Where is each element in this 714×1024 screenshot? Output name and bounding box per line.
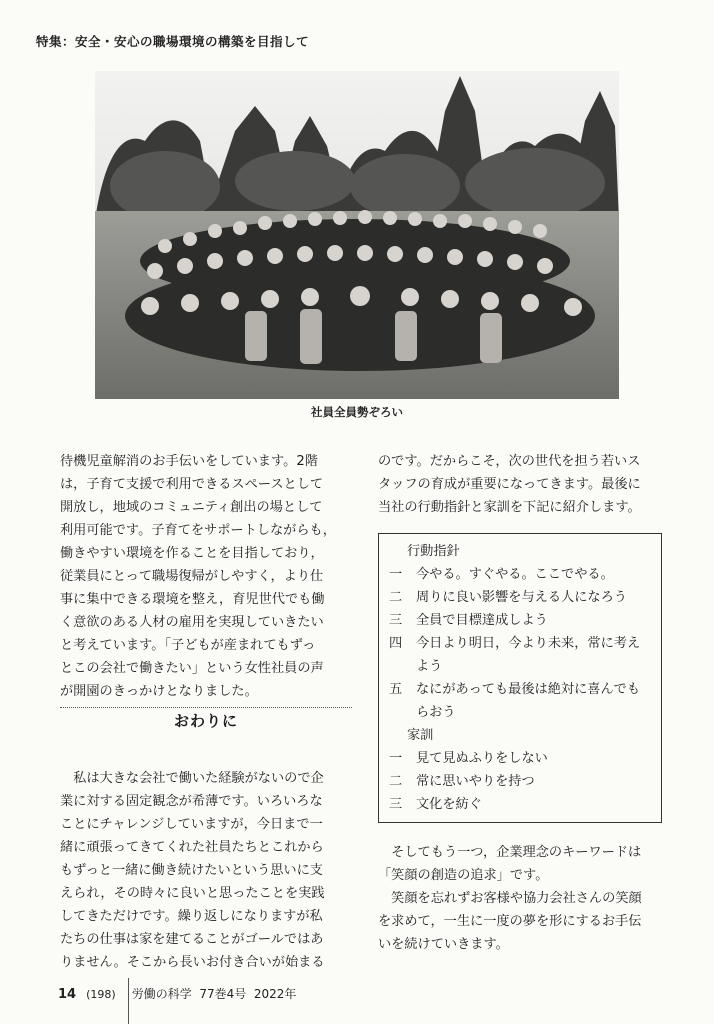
text-line: ことにチャレンジしていますが，今日まで一 — [60, 817, 323, 832]
text-line: く意欲のある人材の雇用を実現していきたい — [60, 615, 324, 630]
journal-volume: 77巻4号 — [199, 987, 247, 1001]
item-number: 四 — [389, 636, 403, 651]
item-number: 一 — [389, 751, 403, 766]
item-text: なにがあっても最後は絶対に喜んでもらおう — [416, 682, 641, 720]
journal-year: 2022年 — [253, 987, 297, 1001]
kakun-item — [389, 747, 653, 770]
journal-name: 労働の科学 — [131, 987, 192, 1001]
item-text: 見て見ぬふりをしない — [416, 751, 548, 766]
guidelines-title: 行動指針 — [407, 544, 460, 559]
item-number: 一 — [389, 567, 403, 582]
paragraph-philosophy — [378, 841, 666, 956]
text-line: もずっと一緒に働き続けたいという思いに支 — [60, 863, 323, 878]
text-line: してきただけです。繰り返しになりますが私 — [60, 909, 323, 924]
text-line: 当社の行動指針と家訓を下記に紹介します。 — [378, 500, 641, 515]
item-number: 二 — [389, 590, 403, 605]
text-line: たちの仕事は家を建てることがゴールではあ — [60, 932, 324, 947]
text-line: を求めて，一生に一度の夢を形にするお手伝 — [378, 914, 642, 929]
right-column — [378, 450, 666, 956]
paragraph-conclusion — [60, 767, 352, 974]
paragraph-childcare — [60, 450, 352, 703]
item-text: 常に思いやりを持つ — [416, 774, 535, 789]
guideline-item — [389, 586, 653, 609]
text-line: とこの会社で働きたい」という女性社員の声 — [60, 661, 324, 676]
text-line: 「笑顔の創造の追求」です。 — [378, 868, 549, 883]
photo-caption: 社員全員勢ぞろい — [311, 405, 403, 419]
item-text: 周りに良い影響を与える人になろう — [416, 590, 627, 605]
text-line: 働きやすい環境を作ることを目指しており， — [60, 546, 324, 561]
page-number: 14 — [58, 987, 77, 1002]
kakun-title: 家訓 — [407, 728, 434, 743]
text-line: タッフの育成が重要になってきます。最後に — [378, 477, 641, 492]
text-line: 事に集中できる環境を整え，育児世代でも働 — [60, 592, 325, 607]
text-line: 利用可能です。子育てをサポートしながらも， — [60, 523, 336, 538]
text-line: 私は大きな会社で働いた経験がないので企 — [60, 771, 324, 786]
left-column — [60, 450, 352, 974]
item-number: 五 — [389, 682, 403, 697]
sub-page-number: (198) — [86, 988, 116, 1001]
text-line: のです。だからこそ，次の世代を担う若いス — [378, 454, 641, 469]
item-number: 三 — [389, 797, 403, 812]
text-line: そしてもう一つ，企業理念のキーワードは — [378, 845, 642, 860]
page-footer — [58, 985, 296, 1002]
kakun-item — [389, 793, 653, 816]
text-line: と考えています。「子どもが産まれてもずっ — [60, 638, 316, 653]
section-header: 特集：安全・安心の職場環境の構築を目指して — [36, 34, 310, 49]
item-number: 二 — [389, 774, 403, 789]
item-text: 全員で目標達成しよう — [416, 613, 548, 628]
guidelines-box — [378, 533, 662, 823]
guideline-item — [389, 678, 653, 724]
guideline-item — [389, 609, 653, 632]
item-text: 今日より明日，今より未来，常に考えよう — [416, 636, 641, 674]
text-line: えられ，その時々に良いと思ったことを実践 — [60, 886, 325, 901]
text-line: が開園のきっかけとなりました。 — [60, 684, 258, 699]
item-text: 文化を紡ぐ — [416, 797, 482, 812]
section-divider — [60, 707, 352, 708]
text-line: 緒に頑張ってきてくれた社員たちとこれから — [60, 840, 324, 855]
guideline-item — [389, 563, 653, 586]
text-line: 笑顔を忘れずお客様や協力会社さんの笑顔 — [378, 891, 642, 906]
group-photo — [95, 71, 619, 399]
section-heading: おわりに — [173, 712, 238, 730]
item-text: 今やる。すぐやる。ここでやる。 — [416, 567, 614, 582]
text-line: 待機児童解消のお手伝いをしています。2階 — [60, 454, 318, 469]
text-line: 業に対する固定観念が希薄です。いろいろな — [60, 794, 323, 809]
guideline-item — [389, 632, 653, 678]
text-line: いを続けていきます。 — [378, 937, 509, 952]
kakun-item — [389, 770, 653, 793]
text-line: は，子育て支援で利用できるスペースとして — [60, 477, 324, 492]
text-line: りません。そこから長いお付き合いが始まる — [60, 955, 325, 970]
text-line: 開放し，地域のコミュニティ創出の場として — [60, 500, 323, 515]
group-photo-image — [95, 71, 619, 399]
text-line: 従業員にとって職場復帰がしやすく，より仕 — [60, 569, 324, 584]
item-number: 三 — [389, 613, 403, 628]
paragraph-next-generation — [378, 450, 666, 519]
